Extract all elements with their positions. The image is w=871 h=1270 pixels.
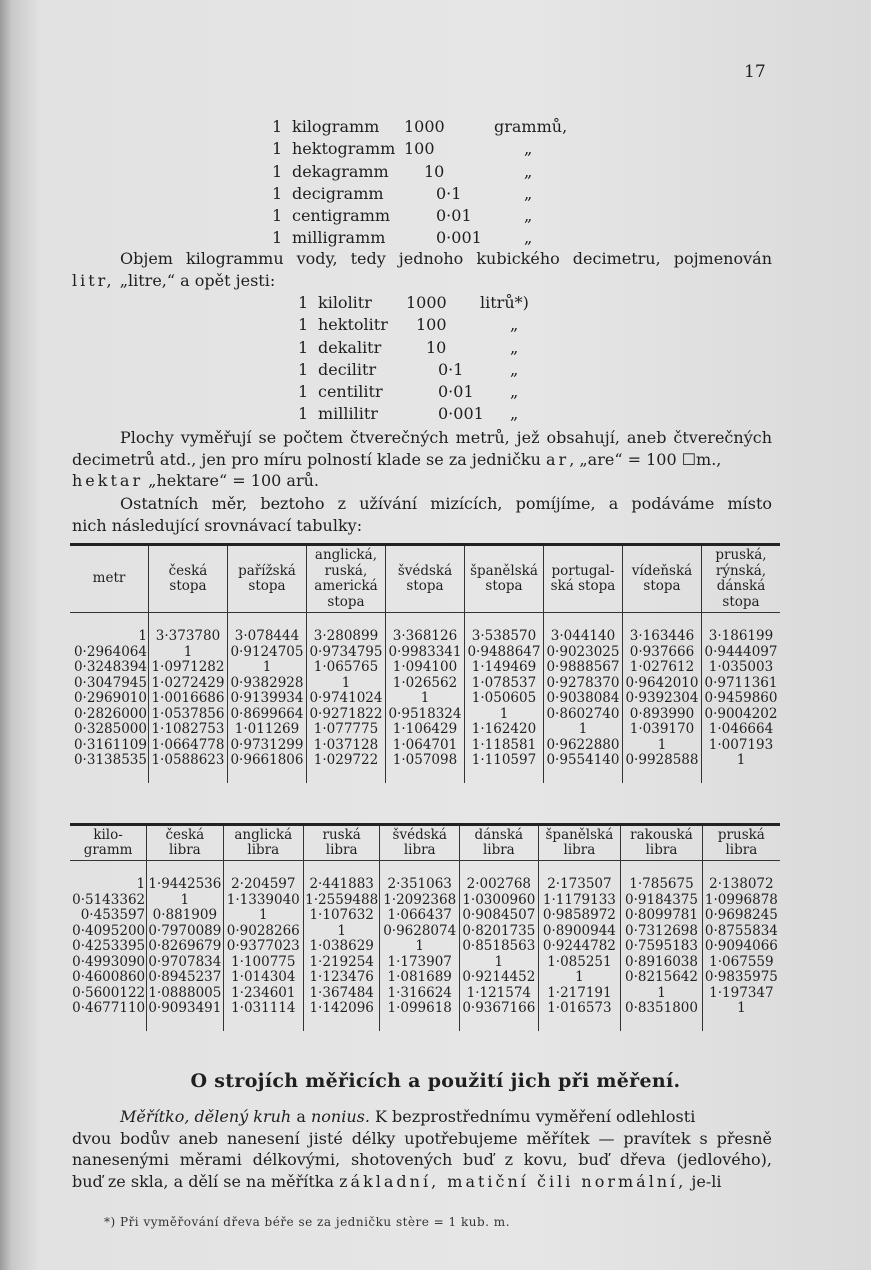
table-cell: 0·5600122 (72, 984, 146, 1001)
header-cell: portugal-ská stopa (543, 545, 622, 613)
page-number: 17 (744, 62, 766, 82)
table-row (70, 691, 780, 707)
table-cell: 1·0272429 (148, 676, 227, 692)
header-cell: rakouská libra (621, 825, 703, 861)
table-cell: 0·9888567 (543, 660, 622, 676)
table-cell: 1·078537 (464, 676, 543, 692)
table-cell: 1·007193 (701, 738, 780, 754)
table-cell: 1·0588623 (148, 753, 227, 783)
table-cell: 0·9835975 (702, 970, 780, 986)
table-cell: 1·085251 (538, 955, 621, 971)
table-cell: 0·9731299 (227, 738, 306, 754)
table-cell: 3·280899 (306, 613, 385, 645)
table-cell: 1·057098 (385, 753, 464, 783)
header-cell: švédská libra (380, 825, 460, 861)
table-cell: 3·373780 (148, 613, 227, 645)
table-cell: 1·219254 (304, 955, 380, 971)
table-cell: 1·014304 (223, 970, 304, 986)
table-cell: 1·0664778 (148, 738, 227, 754)
table-cell: 1·050605 (464, 691, 543, 707)
header-cell: metr (92, 570, 126, 587)
table-cell: 0·3047945 (73, 674, 147, 691)
table-cell: 1 (227, 660, 306, 676)
table-cell: 1·0537856 (148, 707, 227, 723)
table-cell: 1·234601 (223, 986, 304, 1002)
table-cell: 1·9442536 (147, 861, 223, 893)
table-cell: 0·4677110 (72, 1000, 146, 1016)
table-cell: 0·9698245 (702, 908, 780, 924)
table-cell: 0·8518563 (460, 939, 539, 955)
table-cell: 0·2964064 (73, 643, 147, 660)
table-cell: 1·2559488 (305, 891, 379, 908)
table-row (70, 753, 780, 783)
table-cell: 1 (621, 986, 703, 1002)
table-cell: 0·9023025 (543, 645, 622, 661)
table-cell: 2·204597 (223, 861, 304, 893)
table-row (70, 939, 780, 955)
header-cell: anglická, ruská, americká stopa (306, 545, 385, 613)
table-cell: 0·9741024 (306, 691, 385, 707)
table-cell: 0·8269679 (148, 938, 222, 954)
table-cell: 1·121574 (460, 986, 539, 1002)
table-cell: 1·066437 (380, 908, 460, 924)
header-cell: švédská stopa (385, 545, 464, 613)
table-cell: 1·0996878 (702, 893, 780, 909)
table-cell: 0·9983341 (385, 645, 464, 661)
table-cell: 1·316624 (380, 986, 460, 1002)
table-row (70, 970, 780, 986)
table-cell: 1·162420 (464, 722, 543, 738)
table-cell: 0·9707834 (148, 953, 222, 970)
table-cell: 0·9038084 (543, 691, 622, 707)
table-cell: 1 (304, 924, 380, 940)
table-cell: 1 (306, 676, 385, 692)
table-cell: 1·065765 (306, 660, 385, 676)
table-cell: 0·9711361 (701, 676, 780, 692)
table-cell: 1·1179133 (538, 893, 621, 909)
header-cell: česká libra (147, 825, 223, 861)
table-cell: 1 (464, 707, 543, 723)
header-cell: pruská libra (702, 825, 780, 861)
table-cell: 1·107632 (304, 908, 380, 924)
table-cell: 0·9928588 (622, 753, 701, 783)
table-cell: 0·9459860 (701, 691, 780, 707)
table-cell: 0·4253395 (72, 938, 146, 954)
table-cell: 1·038629 (304, 939, 380, 955)
table-row (70, 1001, 780, 1031)
table-cell: 1 (148, 645, 227, 661)
table-cell: 0·4095200 (72, 922, 146, 939)
table-row (70, 893, 780, 909)
table-cell: 0·3138535 (73, 752, 147, 768)
table-cell: 1·029722 (306, 753, 385, 783)
table-cell: 1·106429 (385, 722, 464, 738)
table-cell: 0·9004202 (701, 707, 780, 723)
length-comparison-table (70, 543, 780, 783)
table-cell: 1 (701, 753, 780, 783)
table-cell: 1·785675 (621, 861, 703, 893)
table-cell: 3·078444 (227, 613, 306, 645)
table-cell: 0·7312698 (621, 924, 703, 940)
table-cell: 1·0016686 (148, 691, 227, 707)
table-cell: 0·8351800 (621, 1001, 703, 1031)
table-cell: 3·368126 (385, 613, 464, 645)
table-cell: 0·9554140 (543, 753, 622, 783)
table-row (70, 613, 780, 645)
table-cell: 0·8099781 (621, 908, 703, 924)
table-row (70, 738, 780, 754)
table-cell: 1 (147, 893, 223, 909)
table-cell: 0·9377023 (223, 939, 304, 955)
table-cell: 0·4993090 (72, 953, 146, 970)
table-cell: 1·0888005 (148, 984, 222, 1001)
table-cell: 0·937666 (622, 645, 701, 661)
table-cell: 1 (538, 970, 621, 986)
table-cell: 0·9858972 (538, 908, 621, 924)
table-cell: 1·217191 (538, 986, 621, 1002)
table-row (70, 660, 780, 676)
table-cell: 1·064701 (385, 738, 464, 754)
table-cell: 0·2826000 (73, 705, 147, 722)
table-cell: 0·9139934 (227, 691, 306, 707)
table-cell: 0·9244782 (538, 939, 621, 955)
table-cell: 3·186199 (701, 613, 780, 645)
table-cell: 0·8201735 (460, 924, 539, 940)
table-row (70, 676, 780, 692)
table-cell: 1·197347 (702, 986, 780, 1002)
table-cell: 1 (380, 939, 460, 955)
table-cell: 2·441883 (304, 861, 380, 893)
table-cell: 1·081689 (380, 970, 460, 986)
table-cell: 3·538570 (464, 613, 543, 645)
paragraph-litre: Objem kilogrammu vody, tedy jednoho kubického decimetru, pojmenován litr, „litre,“ a opět jesti: (72, 249, 772, 290)
table-cell: 0·9214452 (460, 970, 539, 986)
table-cell: 0·7595183 (621, 939, 703, 955)
table-cell: 0·3161109 (73, 736, 147, 753)
table-cell: 0·9278370 (543, 676, 622, 692)
table-cell: 1 (136, 876, 146, 892)
table-row (70, 908, 780, 924)
table-cell: 0·9392304 (622, 691, 701, 707)
table-cell: 0·9518324 (385, 707, 464, 723)
header-cell: kilo-gramm (83, 826, 133, 858)
paragraph-area: Plochy vyměřují se počtem čtverečných metrů, jež obsahují, aneb čtverečných decimetrů atd., jen pro míru polností klade se za jedničku ar, „are“ = 100 ☐m., hektar „hektare“ = 100 arů. (72, 428, 772, 490)
header-cell: vídeňská stopa (622, 545, 701, 613)
table-row (70, 707, 780, 723)
table-cell: 1 (543, 722, 622, 738)
table-cell: 2·002768 (460, 861, 539, 893)
table-cell: 0·9093491 (147, 1001, 223, 1031)
table-row (70, 924, 780, 940)
table-row (70, 645, 780, 661)
section-heading: O strojích měřicích a použití jich při měření. (190, 1070, 681, 1092)
table-cell: 1·099618 (380, 1001, 460, 1031)
footnote: *) Při vyměřování dřeva béře se za jedničku stère = 1 kub. m. (104, 1215, 511, 1229)
table-row (70, 861, 780, 893)
table-cell: 0·9661806 (227, 753, 306, 783)
table-cell: 2·173507 (538, 861, 621, 893)
table-cell: 0·9382928 (227, 676, 306, 692)
table-cell: 1·1339040 (223, 893, 304, 909)
table-cell: 1·149469 (464, 660, 543, 676)
table-cell: 1·094100 (385, 660, 464, 676)
table-row (70, 722, 780, 738)
table-cell: 1·110597 (464, 753, 543, 783)
table-cell: 1·027612 (622, 660, 701, 676)
table-cell: 0·2969010 (73, 690, 147, 706)
header-cell: česká stopa (148, 545, 227, 613)
table-cell: 0·881909 (147, 908, 223, 924)
header-cell: španělská stopa (464, 545, 543, 613)
table-cell: 0·453597 (80, 907, 146, 923)
header-cell: pruská, rýnská, dánská stopa (701, 545, 780, 613)
table-cell: 0·9367166 (460, 1001, 539, 1031)
table-cell: 1·100775 (223, 955, 304, 971)
table-cell: 3·163446 (622, 613, 701, 645)
table-cell: 0·8945237 (148, 969, 222, 985)
table-cell: 0·9271822 (306, 707, 385, 723)
table-cell: 0·5143362 (72, 891, 146, 908)
table-cell: 1·173907 (380, 955, 460, 971)
header-cell: dánská libra (460, 825, 539, 861)
table-cell: 1·077775 (306, 722, 385, 738)
table-cell: 0·9124705 (227, 645, 306, 661)
table-cell: 0·8602740 (543, 707, 622, 723)
table-cell: 0·893990 (622, 707, 701, 723)
table-cell: 0·9628074 (380, 924, 460, 940)
table-row (70, 955, 780, 971)
table-cell: 3·044140 (543, 613, 622, 645)
header-cell: pařížská stopa (227, 545, 306, 613)
table-cell: 0·9622880 (543, 738, 622, 754)
table-cell: 0·9642010 (622, 676, 701, 692)
table-cell: 0·8215642 (621, 970, 703, 986)
table-cell: 0·9094066 (702, 939, 780, 955)
header-cell: španělská libra (538, 825, 621, 861)
table-cell: 1·011269 (227, 722, 306, 738)
table-cell: 0·8916038 (621, 955, 703, 971)
header-cell: ruská libra (304, 825, 380, 861)
table-cell: 1·046664 (701, 722, 780, 738)
table-cell: 0·3285000 (73, 721, 147, 737)
table-cell: 1·067559 (702, 955, 780, 971)
table-cell: 0·7970089 (148, 922, 222, 939)
table-cell: 0·8755834 (702, 924, 780, 940)
table-cell: 1·016573 (538, 1001, 621, 1031)
table-cell: 1·2092368 (380, 893, 460, 909)
table-cell: 1·118581 (464, 738, 543, 754)
table-cell: 2·138072 (702, 861, 780, 893)
table-cell: 0·9028266 (223, 924, 304, 940)
table-cell: 1·1082753 (148, 722, 227, 738)
table-cell: 0·8699664 (227, 707, 306, 723)
table-cell: 1·0300960 (460, 893, 539, 909)
table-cell: 2·351063 (380, 861, 460, 893)
table-cell: 1·039170 (622, 722, 701, 738)
book-page: 17 1 kilogramm 1000 grammů, 1 hektogramm 100 „ 1 dekagramm 10 „ 1 decigramm 0·1 „ 1 centigramm 0·01 „ 1 milligramm 0·001 „ Objem kilogrammu vody, tedy jednoho kubického decimetru, pojmenován litr, „litre,“ a opět jesti: 1 kilolitr 1000 litrů*) 1 hektolitr 100 „ 1 dekalitr 10 „ 1 decilitr 0·1 „ 1 centilitr 0·01 „ 1 millilitr 0·001 „ Plochy vyměřují se počtem čtverečných metrů, jež obsahují, aneb čtverečných decimetrů atd., jen pro míru polností klade se za jedničku ar, „are“ = 100 ☐m., hektar „hektare“ = 100 arů. Ostatních měr, beztoho z užívání mizících, pomíjíme, a podáváme místo nich následující srovnávací tabulky: metr česká stopa pařížská stopa anglická, ruská, americká stopa švédská stopa španělská stopa portugal-ská stopa vídeňská stopa pruská, rýnská, dánská stopa 1 3·373780 3·078444 3·280899 3·368126 3·538570 3·044140 3·163446 3·186199 0·2964064 1 0·9124705 0·9734795 0·9983341 0·9488647 0·9023025 0·937666 0·9444097 0·3248394 1·0971282 1 1·065765 1·094100 1·149469 0·9888567 1·027612 1·035003 0·3047945 1·0272429 0·9382928 1 1·026562 1·078537 0·9278370 0·9642010 0·9711361 0·2969010 1·0016686 0·9139934 0·9741024 1 1·050605 0·9038084 0·9392304 0·9459860 0·2826000 1·0537856 0·8699664 0·9271822 0·9518324 1 0·8602740 0·893990 0·9004202 0·3285000 1·1082753 1·011269 1·077775 1·106429 1·162420 1 1·039170 1·046664 0·3161109 1·0664778 0·9731299 1·037128 1·064701 1·118581 0·9622880 1 1·007193 0·3138535 1·0588623 0·9661806 1·029722 1·057098 1·110597 0·9554140 0·9928588 1 kilo-gramm česká libra anglická libra ruská libra švédská libra dánská libra španělská libra rakouská libra pruská libra 1 1·9442536 2·204597 2·441883 2·351063 2·002768 2·173507 1·785675 2·138072 0·5143362 1 1·1339040 1·2559488 1·2092368 1·0300960 1·1179133 0·9184375 1·0996878 0·453597 0·881909 1 1·107632 1·066437 0·9084507 0·9858972 0·8099781 0·9698245 0·4095200 0·7970089 0·9028266 1 0·9628074 0·8201735 0·8900944 0·7312698 0·8755834 0·4253395 0·8269679 0·9377023 1·038629 1 0·8518563 0·9244782 0·7595183 0·9094066 0·4993090 0·9707834 1·100775 1·219254 1·173907 1 1·085251 0·8916038 1·067559 0·4600860 0·8945237 1·014304 1·123476 1·081689 0·9214452 1 0·8215642 0·9835975 0·5600122 1·0888005 1·234601 1·367484 1·316624 1·121574 1·217191 1 1·197347 0·4677110 0·9093491 1·031114 1·142096 1·099618 0·9367166 1·016573 0·8351800 1 O strojích měřicích a použití jich při měření. Měřítko, dělený kruh a nonius. K bezprostřednímu vyměření odlehlosti dvou bodův aneb nanesení jisté délky upotřebujeme měřítek — pravítek s přesně nanesenými měrami délkovými, shotovených buď z kovu, buď dřeva (jedlového), buď ze skla, a dělí se na měřítka základní, matiční čili normální, je-li *) Při vyměřování dřeva béře se za jedničku stère = 1 kub. m. (0, 0, 871, 1270)
weight-comparison-table (70, 823, 780, 1031)
table-cell: 1 (460, 955, 539, 971)
paragraph-other: Ostatních měr, beztoho z užívání mizících, pomíjíme, a podáváme místo nich následující srovnávací tabulky: (72, 494, 772, 535)
table-cell: 0·4600860 (72, 969, 146, 985)
square-symbol: ☐ (681, 449, 697, 469)
table-row (70, 986, 780, 1002)
table-cell: 0·9084507 (460, 908, 539, 924)
table-cell: 0·3248394 (73, 659, 147, 675)
table-cell: 1 (702, 1001, 780, 1031)
table-cell: 0·9444097 (701, 645, 780, 661)
table-cell: 1·367484 (304, 986, 380, 1002)
table-cell: 1·123476 (304, 970, 380, 986)
table-cell: 1·142096 (304, 1001, 380, 1031)
table-cell: 1 (223, 908, 304, 924)
paragraph-tools: Měřítko, dělený kruh a nonius. K bezprostřednímu vyměření odlehlosti dvou bodův aneb nanesení jisté délky upotřebujeme měřítek — pravítek s přesně nanesenými měrami délkovými, shotovených buď z kovu, buď dřeva (jedlového), buď ze skla, a dělí se na měřítka základní, matiční čili normální, je-li (72, 1107, 772, 1191)
table-cell: 1 (138, 628, 147, 644)
table-cell: 0·9734795 (306, 645, 385, 661)
table-cell: 1 (622, 738, 701, 754)
table-cell: 0·8900944 (538, 924, 621, 940)
table-cell: 1·0971282 (148, 660, 227, 676)
table-cell: 0·9184375 (621, 893, 703, 909)
table-cell: 1·037128 (306, 738, 385, 754)
table-cell: 1 (385, 691, 464, 707)
table-cell: 1·035003 (701, 660, 780, 676)
table-cell: 1·026562 (385, 676, 464, 692)
table-cell: 0·9488647 (464, 645, 543, 661)
table-cell: 1·031114 (223, 1001, 304, 1031)
header-cell: anglická libra (223, 825, 304, 861)
